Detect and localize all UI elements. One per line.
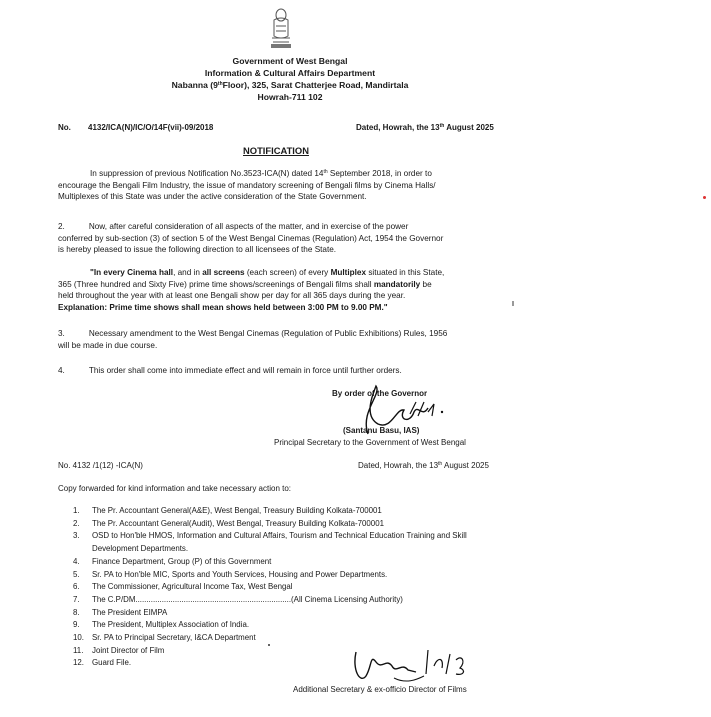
memo-date: Dated, Howrah, the 13th August 2025 xyxy=(356,123,494,132)
signatory-designation: Principal Secretary to the Government of West Bengal xyxy=(274,438,466,447)
list-item: 11. Joint Director of Film xyxy=(73,645,165,655)
address-line: Nabanna (9thFloor), 325, Sarat Chatterjee Road, Mandirtala xyxy=(171,80,409,90)
forward-memo-no: No. 4132 /1(12) -ICA(N) xyxy=(58,461,143,470)
memo-no-value: 4132/ICA(N)/IC/O/14F(vii)-09/2018 xyxy=(88,123,214,132)
by-order-line: By order of the Governor xyxy=(332,389,428,398)
signature-2-icon xyxy=(346,640,496,688)
page-title: NOTIFICATION xyxy=(243,145,309,156)
paragraph-1: In suppression of previous Notification No.3523-ICA(N) dated 14th September 2018, in order to encourage the Bengali Film Industry, the issue of mandatory screening of Bengali films by Cinema Halls/ Multiplexes of this State was under the active consideration of the State Government. xyxy=(58,169,436,202)
paragraph-2: 2. Now, after careful consideration of all aspects of the matter, and in exercise of the power conferred by sub-section (3) of section 5 of the West Bengal Cinemas (Regulation) Act, 1954 the Governor is hereby pleased to issue the following direction to all licensees of the State. xyxy=(58,222,444,255)
paragraph-3: 3. Necessary amendment to the West Bengal Cinemas (Regulation of Public Exhibitions) Rules, 1956 will be made in due course. xyxy=(58,329,448,350)
forward-memo-date: Dated, Howrah, the 13th August 2025 xyxy=(358,461,489,470)
stray-dot-mark xyxy=(268,644,270,646)
list-item: 6. The Commissioner, Agricultural Income Tax, West Bengal xyxy=(73,582,293,592)
list-item: 4. Finance Department, Group (P) of this Government xyxy=(73,556,272,566)
list-item: 1. The Pr. Accountant General(A&E), West Bengal, Treasury Building Kolkata-700001 xyxy=(73,506,382,515)
director-designation: Additional Secretary & ex-officio Director of Films xyxy=(293,685,467,694)
copy-forwarded-line: Copy forwarded for kind information and take necessary action to: xyxy=(58,484,292,493)
letterhead xyxy=(130,56,450,103)
list-item: 10. Sr. PA to Principal Secretary, I&CA Department xyxy=(73,633,256,643)
city-line: Howrah-711 102 xyxy=(257,91,323,102)
list-item: 5. Sr. PA to Hon'ble MIC, Sports and Youth Services, Housing and Power Departments. xyxy=(73,569,388,579)
list-item: 2. The Pr. Accountant General(Audit), West Bengal, Treasury Building Kolkata-700001 xyxy=(73,518,384,528)
govt-name: Government of West Bengal xyxy=(232,56,348,66)
signatory-name: (Santanu Basu, IAS) xyxy=(343,426,420,435)
list-item: 12. Guard File. xyxy=(73,658,132,668)
state-emblem-icon xyxy=(264,6,298,52)
list-item: 7. The C.P/DM.......................................................................(All Cinema Licensing Authority) xyxy=(73,594,403,604)
department-name: Information & Cultural Affairs Department xyxy=(204,67,376,78)
stray-mark xyxy=(512,301,514,306)
paragraph-4: 4. This order shall come into immediate effect and will remain in force until further orders. xyxy=(58,366,402,375)
list-item: 8. The President EIMPA xyxy=(73,607,168,617)
list-item: Development Departments. xyxy=(92,544,189,554)
list-item: 9. The President, Multiplex Association of India. xyxy=(73,620,250,630)
list-item: 3. OSD to Hon'ble HMOS, Information and Cultural Affairs, Tourism and Technical Education Training and Skill xyxy=(73,531,467,541)
red-dot-mark xyxy=(703,196,706,199)
memo-no-label: No. xyxy=(58,123,71,132)
direction-quote: "In every Cinema hall, and in all screens (each screen) of every Multiplex situated in this State, 365 (Three hundred and Sixty Five) prime time shows/screenings of Bengali films shall mandatorily be held throughout the year with at least one Bengali show per day for all 365 days during the year. Explanation: Prime time shows shall mean shows held between 3:00 PM to 9.00 PM." xyxy=(58,268,445,312)
